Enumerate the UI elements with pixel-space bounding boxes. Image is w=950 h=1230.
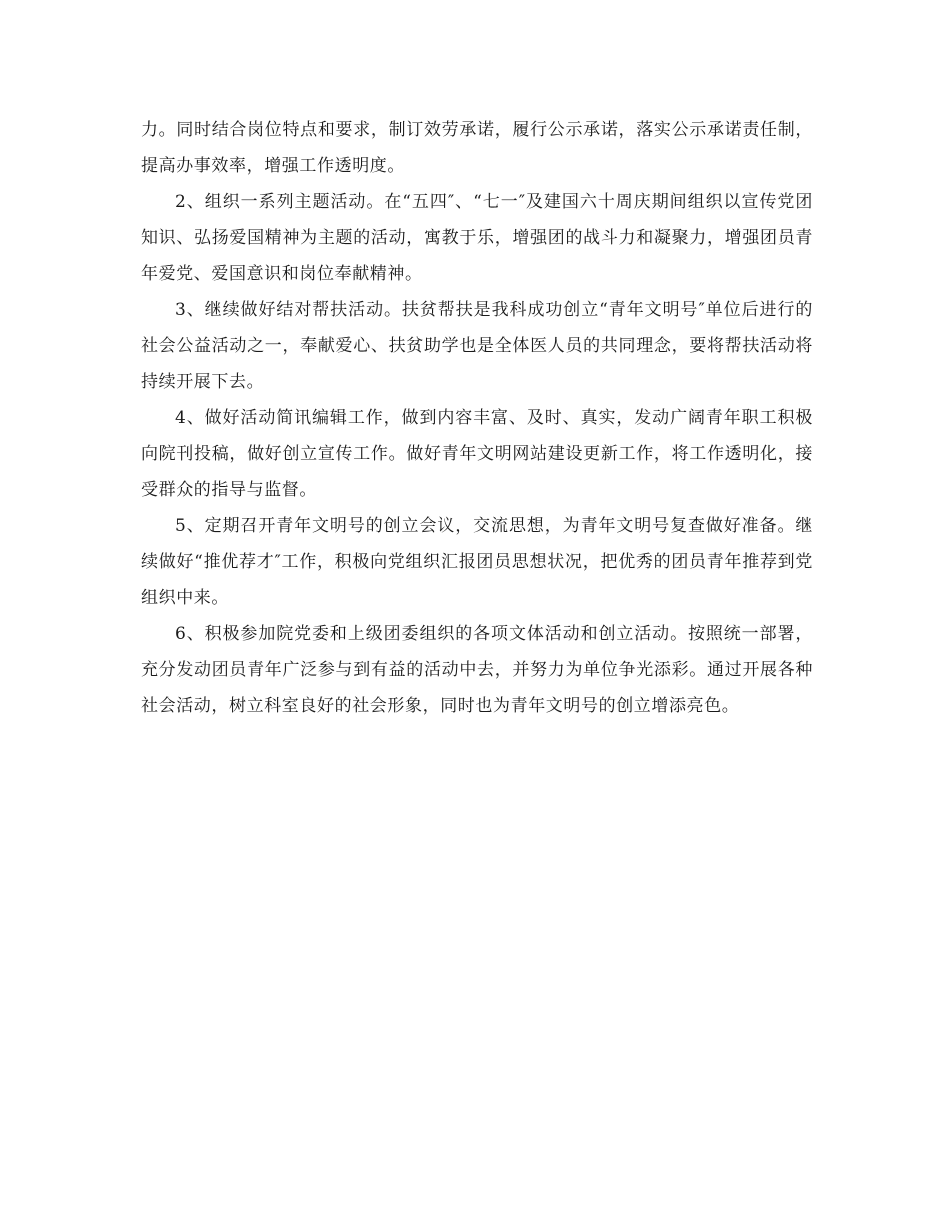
paragraph-item-3: 3、继续做好结对帮扶活动。扶贫帮扶是我科成功创立“青年文明号″单位后进行的社会公益活动之一，奉献爱心、扶贫助学也是全体医人员的共同理念，要将帮扶活动将持续开展下去。 xyxy=(141,300,813,392)
paragraph-item-2: 2、组织一系列主题活动。在“五四″、“七一″及建国六十周庆期间组织以宣传党团知识、弘扬爱国精神为主题的活动，寓教于乐，增强团的战斗力和凝聚力，增强团员青年爱党、爱国意识和岗位奉献精神。 xyxy=(141,192,813,284)
paragraph-item-5: 5、定期召开青年文明号的创立会议，交流思想，为青年文明号复查做好准备。继续做好“推优荐才″工作，积极向党组织汇报团员思想状况，把优秀的团员青年推荐到党组织中来。 xyxy=(141,516,813,608)
document-body xyxy=(141,112,813,724)
paragraph-continuation: 力。同时结合岗位特点和要求，制订效劳承诺，履行公示承诺，落实公示承诺责任制，提高办事效率，增强工作透明度。 xyxy=(141,120,813,176)
paragraph-item-6: 6、积极参加院党委和上级团委组织的各项文体活动和创立活动。按照统一部署，充分发动团员青年广泛参与到有益的活动中去，并努力为单位争光添彩。通过开展各种社会活动，树立科室良好的社会形象，同时也为青年文明号的创立增添亮色。 xyxy=(141,624,813,716)
paragraph-item-4: 4、做好活动简讯编辑工作，做到内容丰富、及时、真实，发动广阔青年职工积极向院刊投稿，做好创立宣传工作。做好青年文明网站建设更新工作，将工作透明化，接受群众的指导与监督。 xyxy=(141,408,813,500)
